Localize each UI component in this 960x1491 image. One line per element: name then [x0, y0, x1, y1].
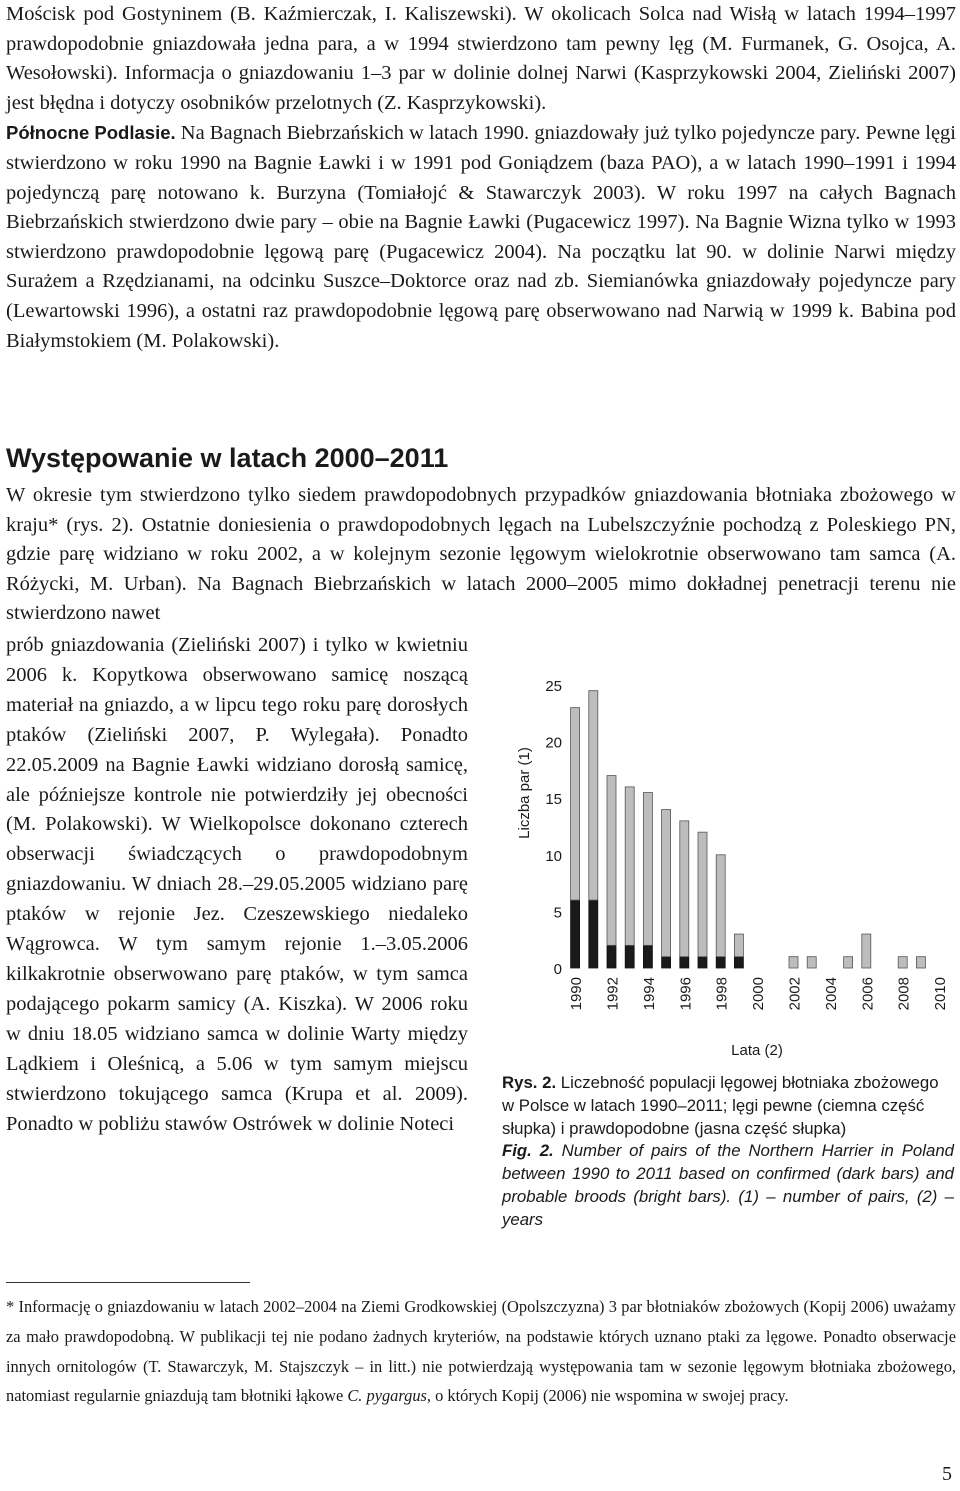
- y-tick-label: 15: [545, 791, 562, 809]
- bar-probable-1993: [625, 787, 634, 945]
- x-tick-label: 1994: [640, 977, 658, 1011]
- population-bar-chart: [500, 665, 960, 1065]
- y-tick-label: 10: [545, 847, 562, 865]
- paragraph-column: prób gniazdowania (Zieliński 2007) i tylko w kwietniu 2006 k. Kopytkowa obserwowano samicę noszącą materiał na gniazdo, a w lipcu tego roku parę dorosłych ptaków (Zieliński 2007, P. Wylegała). Ponadto 22.05.2009 na Bagnie Ławki widziano dorosłą samicę, ale późniejsze kontrole nie potwierdziły jej obecności (M. Polakowski). W Wielkopolsce dokonano czterech obserwacji świadczących o prawdopodobnym gniazdowaniu. W dniach 28.–29.05.2005 widziano parę ptaków w rejonie Jez. Czeszewskiego niedaleko Wągrowca. W tym samym rejonie 1.–3.05.2006 kilkakrotnie obserwowano parę ptaków, w tym samca podającego pokarm samicy (A. Kiszka). W 2006 roku w dniu 18.05 widziano samca w dolinie Warty między Lądkiem i Oleśnicą, a 5.06 w tym samym miejscu stwierdzono tokującego samca (Krupa et al. 2009). Ponadto w pobliżu stawów Ostrówek w dolinie Noteci: [6, 634, 468, 1135]
- y-tick-label: 20: [545, 734, 562, 752]
- bar-confirmed-1997: [698, 957, 707, 968]
- bar-confirmed-1990: [571, 900, 580, 968]
- bar-probable-1999: [734, 934, 743, 957]
- y-axis: [545, 678, 562, 978]
- region-heading-podlasie: Północne Podlasie.: [6, 122, 176, 144]
- y-tick-label: 0: [553, 961, 562, 978]
- bar-confirmed-1999: [734, 957, 743, 968]
- section-heading: Występowanie w latach 2000–2011: [6, 443, 449, 473]
- y-tick-label: 5: [553, 904, 562, 922]
- bar-confirmed-1998: [716, 957, 725, 968]
- caption-label-pl: Rys. 2.: [502, 1073, 557, 1092]
- bar-confirmed-1991: [589, 900, 598, 968]
- bar-probable-2002: [789, 957, 798, 968]
- x-tick-label: 2006: [859, 977, 877, 1011]
- bar-probable-1994: [643, 793, 652, 946]
- x-axis: [568, 977, 949, 1010]
- x-tick-label: 2008: [895, 977, 913, 1011]
- x-tick-label: 1990: [568, 977, 586, 1011]
- caption-english: [502, 1140, 954, 1231]
- chart-bars: [571, 691, 926, 968]
- bar-probable-2008: [898, 957, 907, 968]
- bar-probable-2009: [916, 957, 925, 968]
- footnote: [6, 1292, 956, 1411]
- x-tick-label: 2004: [822, 977, 840, 1011]
- footnote-species: C. pygargus: [347, 1386, 427, 1406]
- bar-probable-2006: [862, 934, 871, 968]
- bar-confirmed-1992: [607, 945, 616, 968]
- page-number: 5: [942, 1463, 952, 1485]
- y-tick-label: 25: [545, 678, 562, 695]
- y-axis-label: Liczba par (1): [516, 747, 533, 839]
- x-tick-label: 2002: [786, 977, 804, 1011]
- x-tick-label: 2000: [750, 977, 768, 1011]
- footnote-text: * Informację o gniazdowaniu w latach 2002–2004 na Ziemi Grodkowskiej (Opolszczyzna) 3 par błotniaków zbożowych (Kopij 2006) uważamy za mało prawdopodobną. W publikacji tej nie podano żadnych kryteriów, na podstawie których uznano ptaki za lęgowe. Ponadto obserwacje innych ornitologów (T. Stawarczyk, M. Stajszczyk – in litt.) nie potwierdzają występowania tam w sezonie lęgowym błotniaka zbożowego, natomiast regularnie gniazdują tam błotniki łąkowe: [6, 1297, 956, 1406]
- x-tick-label: 1992: [604, 977, 622, 1011]
- x-axis-label: Lata (2): [731, 1042, 783, 1059]
- bar-confirmed-1994: [643, 945, 652, 968]
- paragraph-section: W okresie tym stwierdzono tylko siedem prawdopodobnych przypadków gniazdowania błotniaka zbożowego w kraju* (rys. 2). Ostatnie doniesienia o prawdopodobnych lęgach na Lubelszczyźnie pochodzą z Poleskiego PN, gdzie parę widziano w roku 2002, a w kolejnym sezonie lęgowym wielokrotnie obserwowano tam samca (A. Różycki, M. Urban). Na Bagnach Biebrzańskich w latach 2000–2005 mimo dokładnej penetracji terenu nie stwierdzono nawet: [6, 484, 956, 625]
- bar-probable-1998: [716, 855, 725, 957]
- bar-probable-1992: [607, 776, 616, 946]
- paragraph-intro-text: Mościsk pod Gostyninem (B. Kaźmierczak, I. Kaliszewski). W okolicach Solca nad Wisłą w latach 1994–1997 prawdopodobnie gniazdowała jedna para, a w 1994 stwierdzono tam pewny lęg (M. Furmanek, G. Osojca, A. Wesołowski). Informacja o gniazdowaniu 1–3 par w dolinie dolnej Narwi (Kasprzykowski 2004, Zieliński 2007) jest błędna i dotyczy osobników przelotnych (Z. Kasprzykowski).: [6, 3, 956, 114]
- figure-caption: [502, 1072, 954, 1232]
- bar-probable-1990: [571, 708, 580, 900]
- bar-probable-2003: [807, 957, 816, 968]
- paragraph-podlasie-text: Na Bagnach Biebrzańskich w latach 1990. gniazdowały już tylko pojedyncze pary. Pewne lęgi stwierdzono w roku 1990 na Bagnie Ławki i w 1991 pod Goniądzem (baza PAO), a w latach 1990–1991 i 1994 pojedynczą parę notowano k. Burzyna (Tomiałojć & Stawarczyk 2003). W roku 1997 na całych Bagnach Biebrzańskich stwierdzono dwie pary – obie na Bagnie Ławki (Pugacewicz 1997). Na Bagnie Wizna tylko w 1993 stwierdzono prawdopodobnie lęgową parę (Pugacewicz 2004). Na początku lat 90. w dolinie Narwi między Surażem a Rzędzianami, na odcinku Suszce–Doktorce oraz nad zb. Siemianówka gniazdowały pojedyncze pary (Lewartowski 1996), a ostatni raz prawdopodobnie lęgową parę obserwowano nad Narwią w 1999 k. Babina pod Białymstokiem (M. Polakowski).: [6, 122, 956, 352]
- bar-probable-1991: [589, 691, 598, 900]
- x-tick-label: 1996: [677, 977, 695, 1011]
- bar-probable-1996: [680, 821, 689, 957]
- x-tick-label: 2010: [932, 977, 950, 1011]
- bar-probable-1995: [662, 810, 671, 957]
- bar-probable-1997: [698, 832, 707, 957]
- bar-probable-2005: [844, 957, 853, 968]
- caption-text-en: Number of pairs of the Northern Harrier in Poland between 1990 to 2011 based on confirmed (dark bars) and probable broods (bright bars). (1) – number of pairs, (2) – years: [502, 1141, 954, 1229]
- bar-confirmed-1995: [662, 957, 671, 968]
- footnote-text-end: , o których Kopij (2006) nie wspomina w swojej pracy.: [426, 1386, 789, 1406]
- paragraph-intro: [6, 0, 956, 356]
- bar-confirmed-1993: [625, 945, 634, 968]
- x-tick-label: 1998: [713, 977, 731, 1011]
- caption-polish: [502, 1072, 954, 1140]
- caption-text-pl: Liczebność populacji lęgowej błotniaka zbożowego w Polsce w latach 1990–2011; lęgi pewne (ciemna część słupka) i prawdopodobne (jasna część słupka): [502, 1073, 939, 1138]
- footnote-divider: [6, 1282, 250, 1283]
- caption-label-en: Fig. 2.: [502, 1141, 554, 1161]
- bar-confirmed-1996: [680, 957, 689, 968]
